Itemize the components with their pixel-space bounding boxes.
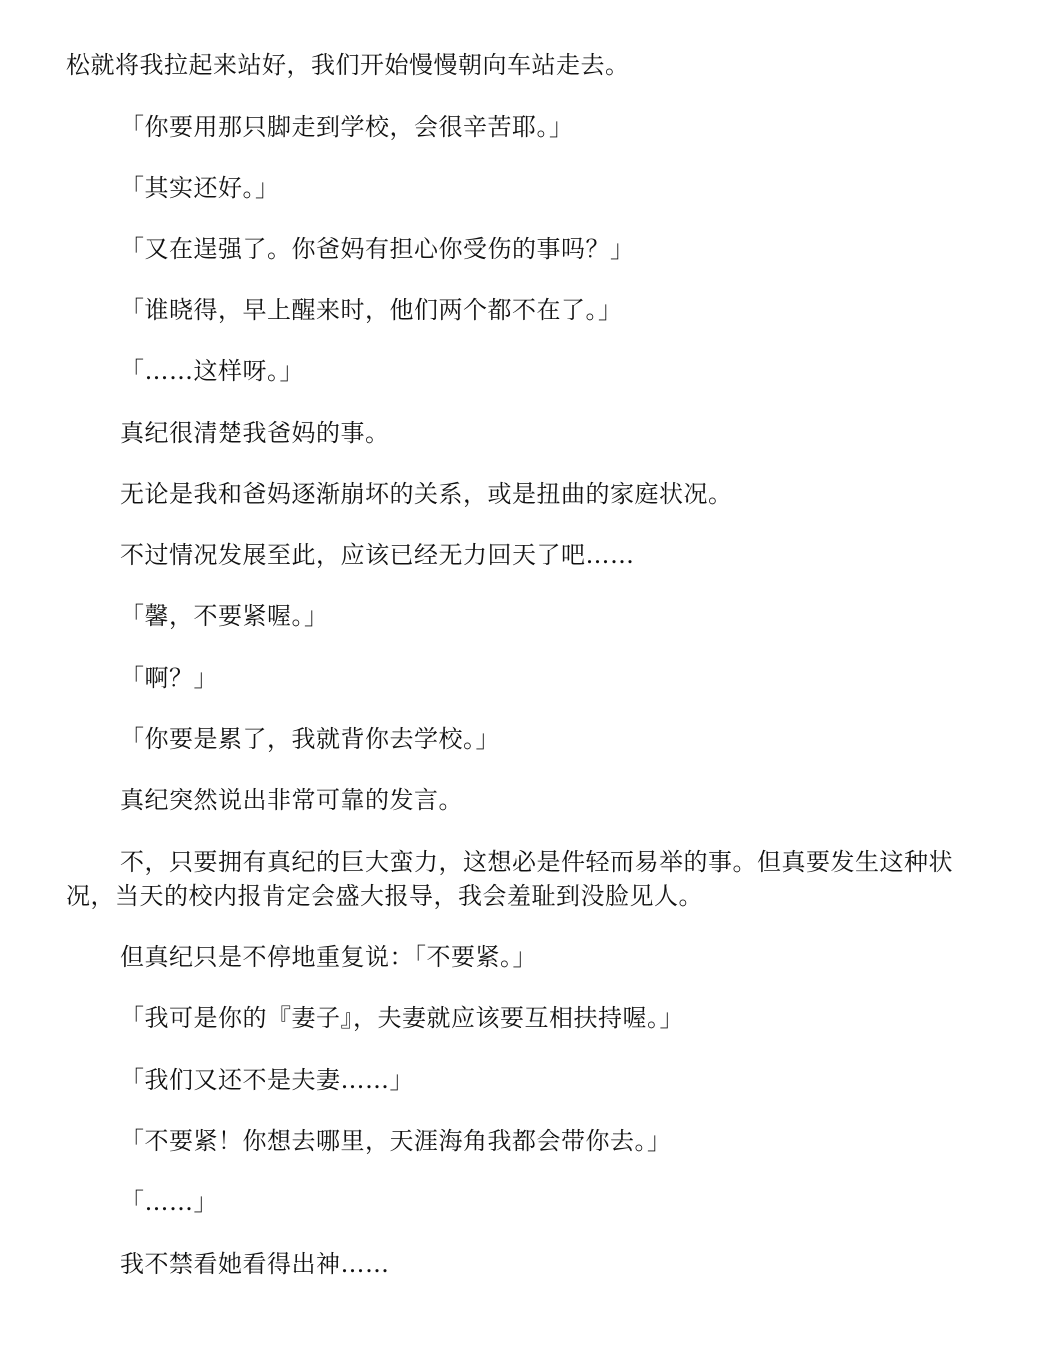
paragraph-14: 不，只要拥有真纪的巨大蛮力，这想必是件轻而易举的事。但真要发生这种状况，当天的校内报肯定会盛大报导，我会羞耻到没脸见人。 xyxy=(66,848,953,910)
paragraph-7: 真纪很清楚我爸妈的事。 xyxy=(120,419,390,447)
paragraph-2: 「你要用那只脚走到学校，会很辛苦耶。」 xyxy=(120,113,574,141)
paragraph-5: 「谁晓得，早上醒来时，他们两个都不在了。」 xyxy=(120,296,623,324)
paragraph-9: 不过情况发展至此，应该已经无力回天了吧…… xyxy=(120,541,635,569)
paragraph-8: 无论是我和爸妈逐渐崩坏的关系，或是扭曲的家庭状况。 xyxy=(120,480,733,508)
paragraph-12: 「你要是累了，我就背你去学校。」 xyxy=(120,725,500,753)
paragraph-13: 真纪突然说出非常可靠的发言。 xyxy=(120,786,463,814)
paragraph-19: 「……」 xyxy=(120,1188,218,1216)
paragraph-3: 「其实还好。」 xyxy=(120,174,280,202)
paragraph-6: 「……这样呀。」 xyxy=(120,357,304,385)
paragraph-16: 「我可是你的『妻子』，夫妻就应该要互相扶持喔。」 xyxy=(120,1004,684,1032)
paragraph-15: 但真纪只是不停地重复说：「不要紧。」 xyxy=(120,943,537,971)
paragraph-20: 我不禁看她看得出神…… xyxy=(120,1250,390,1278)
paragraph-10: 「馨，不要紧喔。」 xyxy=(120,602,329,630)
paragraph-11: 「啊？」 xyxy=(120,664,218,692)
paragraph-4: 「又在逞强了。你爸妈有担心你受伤的事吗？」 xyxy=(120,235,635,263)
paragraph-17: 「我们又还不是夫妻……」 xyxy=(120,1066,414,1094)
paragraph-1: 松就将我拉起来站好，我们开始慢慢朝向车站走去。 xyxy=(66,51,630,79)
paragraph-18: 「不要紧！你想去哪里，天涯海角我都会带你去。」 xyxy=(120,1127,672,1155)
